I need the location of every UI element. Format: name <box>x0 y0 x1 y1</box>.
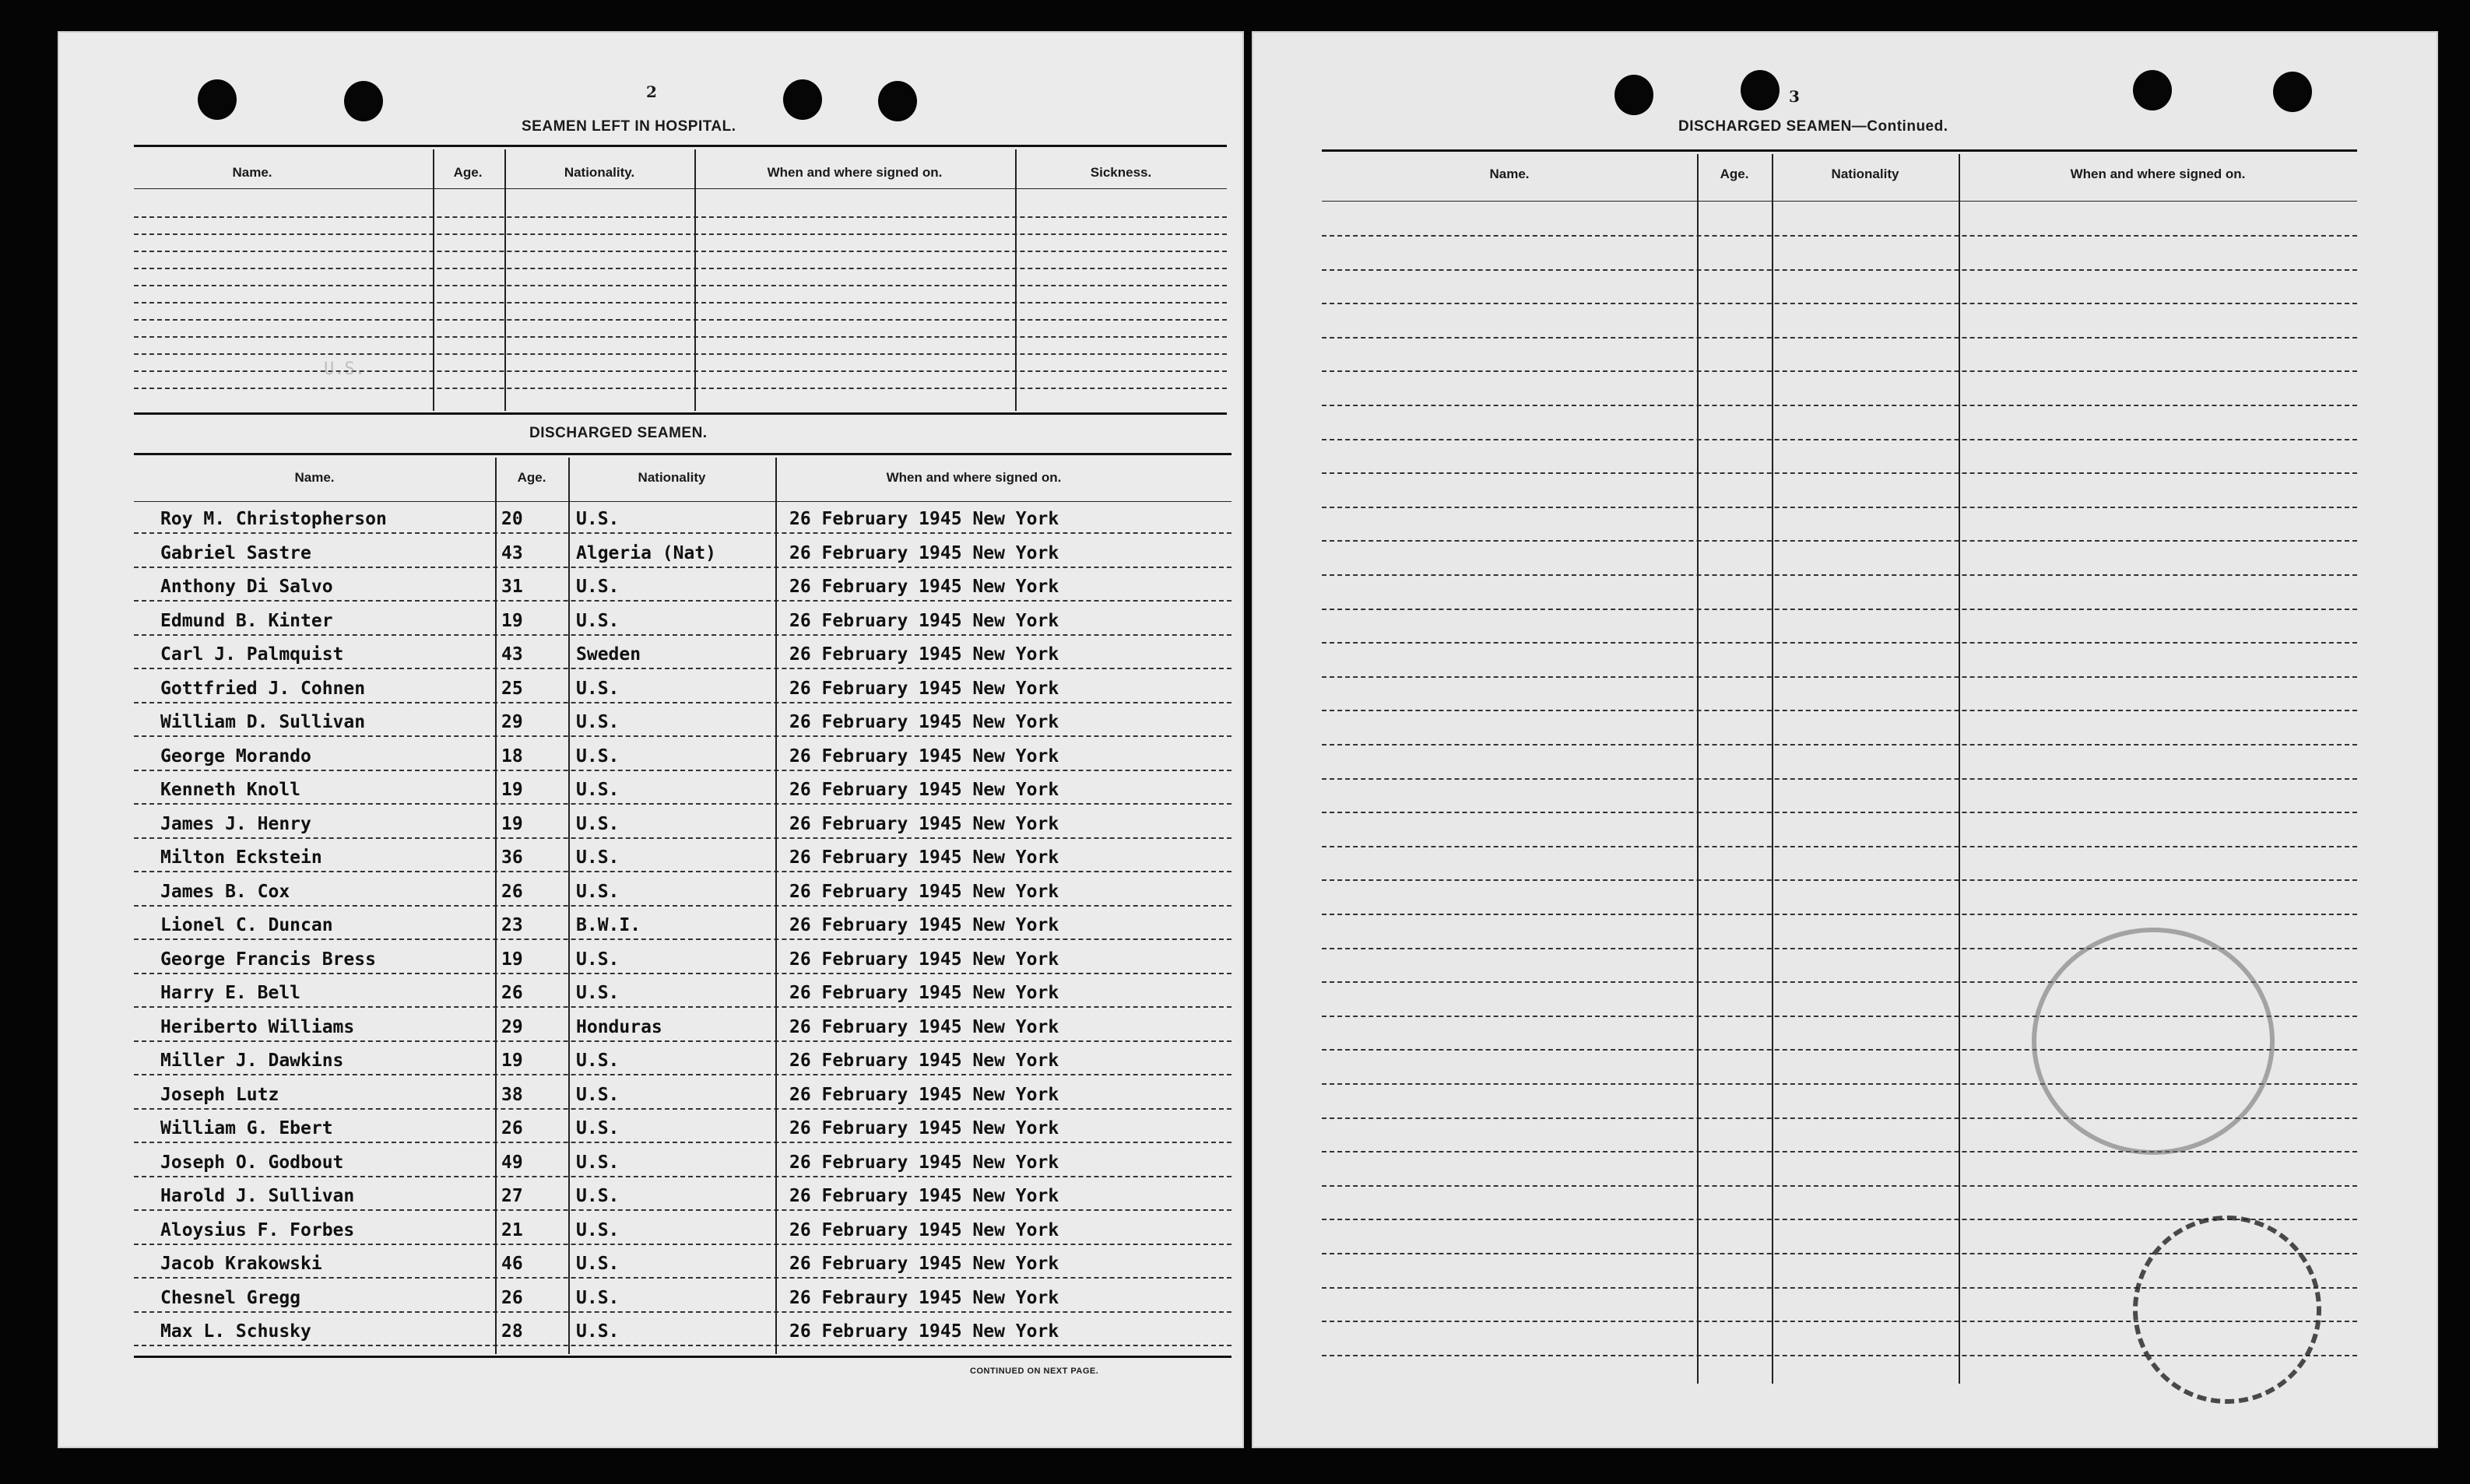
seaman-name: George Morando <box>160 746 311 767</box>
seaman-signed-on: 26 February 1945 New York <box>789 1152 1059 1173</box>
punch-hole <box>198 79 237 120</box>
continued-note: CONTINUED ON NEXT PAGE. <box>970 1366 1099 1376</box>
table-row <box>134 803 1231 805</box>
header-rule <box>134 188 1227 189</box>
seaman-signed-on: 26 February 1945 New York <box>789 1118 1059 1138</box>
column-divider <box>504 149 506 411</box>
seaman-age: 19 <box>501 780 523 800</box>
right-page <box>1252 31 2438 1448</box>
seaman-age: 43 <box>501 542 523 563</box>
seaman-name: Kenneth Knoll <box>160 780 301 800</box>
discharged-section-title: DISCHARGED SEAMEN. <box>529 425 708 441</box>
table-row <box>134 233 1227 235</box>
table-row <box>1322 507 2357 508</box>
seaman-nationality: B.W.I. <box>576 915 641 935</box>
seaman-nationality: U.S. <box>576 1186 620 1206</box>
seaman-age: 26 <box>501 881 523 902</box>
page-number: 3 <box>1789 87 1800 106</box>
column-divider <box>1697 154 1699 1384</box>
seaman-age: 21 <box>501 1219 523 1240</box>
table-row <box>134 1176 1231 1177</box>
table-row <box>134 1006 1231 1008</box>
column-divider <box>495 458 497 1354</box>
received-stamp <box>2133 1216 2321 1404</box>
seaman-nationality: U.S. <box>576 1051 620 1071</box>
table-row <box>134 837 1231 839</box>
column-divider <box>1015 149 1017 411</box>
table-row <box>1322 914 2357 915</box>
seaman-name: William G. Ebert <box>160 1118 333 1138</box>
seaman-age: 29 <box>501 712 523 732</box>
seaman-age: 23 <box>501 915 523 935</box>
seaman-name: Gabriel Sastre <box>160 542 311 563</box>
seaman-age: 20 <box>501 509 523 529</box>
seaman-age: 19 <box>501 813 523 834</box>
seaman-nationality: U.S. <box>576 813 620 834</box>
seaman-signed-on: 26 February 1945 New York <box>789 712 1059 732</box>
seaman-signed-on: 26 February 1945 New York <box>789 949 1059 970</box>
seaman-age: 31 <box>501 577 523 597</box>
nationality-header: Nationality <box>1831 167 1899 181</box>
name-header: Name. <box>294 470 335 485</box>
nationality-header: Nationality. <box>564 165 635 180</box>
table-row <box>134 938 1231 940</box>
seaman-signed-on: 26 February 1945 New York <box>789 577 1059 597</box>
table-row <box>134 973 1231 974</box>
seaman-nationality: U.S. <box>576 712 620 732</box>
bleed-through-text: U.S. <box>324 360 365 379</box>
age-header: Age. <box>517 470 546 485</box>
table-row <box>134 567 1231 568</box>
column-divider <box>694 149 696 411</box>
table-row <box>134 905 1231 907</box>
seaman-age: 26 <box>501 1287 523 1308</box>
age-header: Age. <box>453 165 483 180</box>
seaman-name: Chesnel Gregg <box>160 1287 301 1308</box>
table-row <box>134 302 1227 303</box>
table-row <box>1322 303 2357 304</box>
seaman-name: Anthony Di Salvo <box>160 577 333 597</box>
header-rule <box>134 501 1231 502</box>
seaman-signed-on: 26 February 1945 New York <box>789 1051 1059 1071</box>
seaman-nationality: U.S. <box>576 1084 620 1105</box>
seaman-nationality: U.S. <box>576 1118 620 1138</box>
seaman-nationality: Algeria (Nat) <box>576 542 717 563</box>
table-row <box>134 285 1227 286</box>
table-row <box>1322 405 2357 406</box>
seaman-nationality: U.S. <box>576 1219 620 1240</box>
seaman-signed-on: 26 February 1945 New York <box>789 983 1059 1003</box>
table-top-rule <box>134 453 1231 455</box>
seaman-name: Lionel C. Duncan <box>160 915 333 935</box>
header-rule <box>1322 201 2357 202</box>
table-row <box>134 871 1231 872</box>
seaman-name: Aloysius F. Forbes <box>160 1219 355 1240</box>
seaman-name: James B. Cox <box>160 881 290 902</box>
seaman-signed-on: 26 February 1945 New York <box>789 1186 1059 1206</box>
table-row <box>134 1277 1231 1279</box>
seaman-age: 49 <box>501 1152 523 1173</box>
seaman-signed-on: 26 February 1945 New York <box>789 847 1059 868</box>
seaman-signed-on: 26 February 1945 New York <box>789 542 1059 563</box>
punch-hole <box>1741 70 1780 111</box>
table-row <box>134 1311 1231 1313</box>
seaman-nationality: U.S. <box>576 1321 620 1342</box>
seaman-name: Harold J. Sullivan <box>160 1186 355 1206</box>
seaman-signed-on: 26 February 1945 New York <box>789 780 1059 800</box>
column-divider <box>775 458 777 1354</box>
table-row <box>1322 846 2357 847</box>
seaman-nationality: U.S. <box>576 577 620 597</box>
seaman-name: Miller J. Dawkins <box>160 1051 344 1071</box>
seaman-nationality: U.S. <box>576 949 620 970</box>
signed-on-header: When and where signed on. <box>886 470 1062 485</box>
table-row <box>1322 472 2357 474</box>
table-row <box>1322 1185 2357 1187</box>
seaman-age: 25 <box>501 678 523 699</box>
seaman-signed-on: 26 February 1945 New York <box>789 813 1059 834</box>
table-bottom-rule <box>134 412 1227 415</box>
table-row <box>134 770 1231 771</box>
seaman-name: Max L. Schusky <box>160 1321 311 1342</box>
seaman-nationality: U.S. <box>576 1152 620 1173</box>
seaman-nationality: U.S. <box>576 678 620 699</box>
table-top-rule <box>1322 149 2357 152</box>
table-row <box>134 251 1227 252</box>
seaman-signed-on: 26 February 1945 New York <box>789 1219 1059 1240</box>
seaman-name: Joseph O. Godbout <box>160 1152 344 1173</box>
table-row <box>1322 812 2357 813</box>
seaman-age: 27 <box>501 1186 523 1206</box>
seaman-nationality: U.S. <box>576 1287 620 1308</box>
table-row <box>134 336 1227 338</box>
received-stamp-faint <box>2032 928 2275 1155</box>
punch-hole <box>2273 72 2312 112</box>
seaman-nationality: Sweden <box>576 644 641 665</box>
table-row <box>134 634 1231 636</box>
table-row <box>134 1142 1231 1143</box>
seaman-nationality: U.S. <box>576 881 620 902</box>
seaman-nationality: U.S. <box>576 1254 620 1274</box>
seaman-signed-on: 26 February 1945 New York <box>789 915 1059 935</box>
table-row <box>134 1074 1231 1075</box>
seaman-nationality: U.S. <box>576 780 620 800</box>
signed-on-header: When and where signed on. <box>2070 167 2246 181</box>
table-row <box>1322 609 2357 610</box>
column-divider <box>1959 154 1960 1384</box>
seaman-name: Gottfried J. Cohnen <box>160 678 366 699</box>
punch-hole <box>878 81 917 121</box>
column-divider <box>568 458 570 1354</box>
table-row <box>134 319 1227 321</box>
table-top-rule <box>134 145 1227 147</box>
page-number: 2 <box>646 82 657 101</box>
seaman-nationality: U.S. <box>576 847 620 868</box>
seaman-signed-on: 26 February 1945 New York <box>789 881 1059 902</box>
age-header: Age. <box>1720 167 1749 181</box>
seaman-name: Edmund B. Kinter <box>160 610 333 631</box>
seaman-name: George Francis Bress <box>160 949 376 970</box>
punch-hole <box>2133 70 2172 111</box>
left-page <box>58 31 1244 1448</box>
seaman-name: Milton Eckstein <box>160 847 322 868</box>
seaman-age: 36 <box>501 847 523 868</box>
sickness-header: Sickness. <box>1090 165 1152 180</box>
table-row <box>1322 642 2357 644</box>
seaman-age: 28 <box>501 1321 523 1342</box>
table-row <box>134 216 1227 218</box>
seaman-signed-on: 26 February 1945 New York <box>789 746 1059 767</box>
name-header: Name. <box>1489 167 1530 181</box>
column-divider <box>1772 154 1773 1384</box>
table-row <box>1322 235 2357 237</box>
seaman-signed-on: 26 February 1945 New York <box>789 1084 1059 1105</box>
seaman-name: James J. Henry <box>160 813 311 834</box>
table-row <box>134 532 1231 534</box>
seaman-age: 43 <box>501 644 523 665</box>
table-row <box>1322 370 2357 372</box>
seaman-signed-on: 26 February 1945 New York <box>789 644 1059 665</box>
table-row <box>134 353 1227 355</box>
table-row <box>134 370 1227 372</box>
seaman-name: Roy M. Christopherson <box>160 509 387 529</box>
punch-hole <box>1614 75 1653 115</box>
table-row <box>1322 710 2357 711</box>
seaman-signed-on: 26 February 1945 New York <box>789 1254 1059 1274</box>
seaman-name: Jacob Krakowski <box>160 1254 322 1274</box>
seaman-age: 46 <box>501 1254 523 1274</box>
seaman-nationality: U.S. <box>576 610 620 631</box>
table-row <box>134 1345 1231 1346</box>
seaman-age: 19 <box>501 1051 523 1071</box>
table-row <box>134 735 1231 737</box>
table-row <box>1322 337 2357 339</box>
table-row <box>1322 879 2357 881</box>
table-row <box>134 1244 1231 1245</box>
column-divider <box>433 149 434 411</box>
seaman-name: Joseph Lutz <box>160 1084 279 1105</box>
seaman-signed-on: 26 February 1945 New York <box>789 1016 1059 1037</box>
table-row <box>1322 778 2357 780</box>
seaman-nationality: U.S. <box>576 983 620 1003</box>
seaman-age: 26 <box>501 1118 523 1138</box>
seaman-signed-on: 26 February 1945 New York <box>789 1321 1059 1342</box>
seaman-name: Heriberto Williams <box>160 1016 355 1037</box>
seaman-age: 26 <box>501 983 523 1003</box>
table-row <box>134 268 1227 269</box>
table-row <box>134 1108 1231 1110</box>
name-header: Name. <box>232 165 272 180</box>
table-row <box>1322 676 2357 678</box>
seaman-signed-on: 26 February 1945 New York <box>789 509 1059 529</box>
seaman-signed-on: 26 Febraury 1945 New York <box>789 1287 1059 1308</box>
seaman-name: Carl J. Palmquist <box>160 644 344 665</box>
seaman-signed-on: 26 February 1945 New York <box>789 678 1059 699</box>
hospital-section-title: SEAMEN LEFT IN HOSPITAL. <box>522 118 736 135</box>
continued-section-title: DISCHARGED SEAMEN—Continued. <box>1678 118 1948 135</box>
seaman-age: 29 <box>501 1016 523 1037</box>
punch-hole <box>344 81 383 121</box>
seaman-age: 18 <box>501 746 523 767</box>
seaman-nationality: U.S. <box>576 746 620 767</box>
table-row <box>134 702 1231 703</box>
table-row <box>1322 1151 2357 1152</box>
table-bottom-rule <box>134 1356 1231 1358</box>
seaman-nationality: U.S. <box>576 509 620 529</box>
seaman-nationality: Honduras <box>576 1016 662 1037</box>
seaman-signed-on: 26 February 1945 New York <box>789 610 1059 631</box>
nationality-header: Nationality <box>638 470 706 485</box>
seaman-age: 19 <box>501 949 523 970</box>
table-row <box>1322 269 2357 271</box>
table-row <box>1322 439 2357 440</box>
table-row <box>134 668 1231 669</box>
signed-on-header: When and where signed on. <box>767 165 943 180</box>
table-row <box>1322 744 2357 746</box>
table-row <box>1322 574 2357 576</box>
table-row <box>134 600 1231 602</box>
table-row <box>134 1040 1231 1042</box>
table-row <box>134 388 1227 389</box>
table-row <box>1322 540 2357 542</box>
seaman-age: 19 <box>501 610 523 631</box>
seaman-age: 38 <box>501 1084 523 1105</box>
seaman-name: William D. Sullivan <box>160 712 366 732</box>
seaman-name: Harry E. Bell <box>160 983 301 1003</box>
punch-hole <box>783 79 822 120</box>
table-row <box>134 1209 1231 1211</box>
